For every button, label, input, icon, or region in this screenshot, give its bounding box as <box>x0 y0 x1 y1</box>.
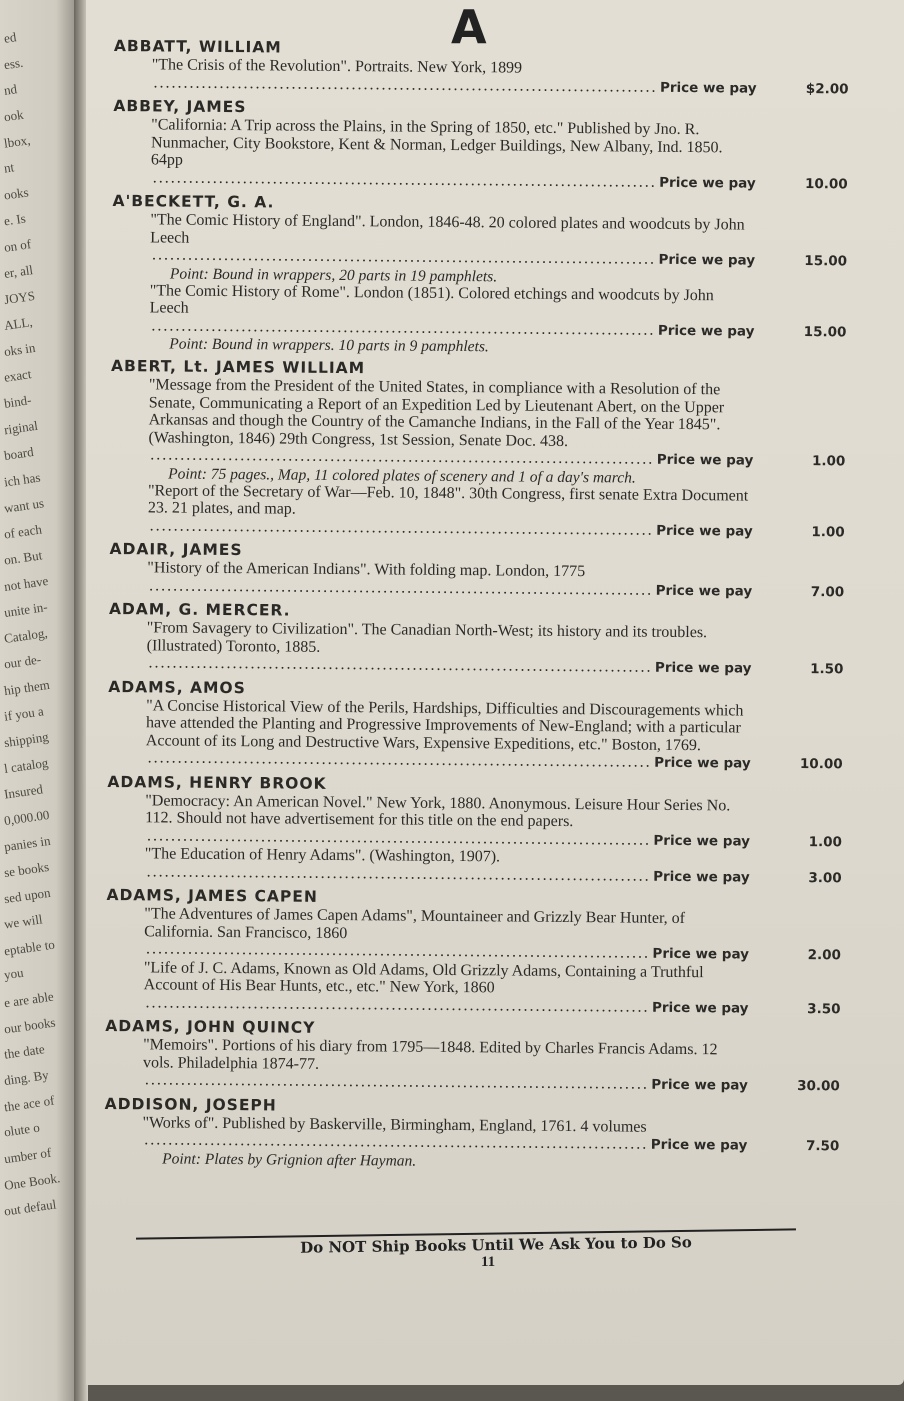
price-value: 30.00 <box>797 1078 840 1095</box>
catalog-entry <box>113 37 848 98</box>
facing-page-text: riginal <box>3 417 39 438</box>
price-value: 10.00 <box>799 756 843 773</box>
author-name: A'BECKETT, G. A. <box>112 191 275 212</box>
catalog-entry <box>105 1017 841 1096</box>
facing-page-text: we will <box>3 911 44 932</box>
book-description: "Democracy: An American Novel." New York, 1880. Anonymous. Leisure Hour Series No. 112. Should not have advertisement for this title on the end papers. <box>145 791 731 831</box>
facing-page-text: if you a <box>3 703 45 724</box>
price-value: 7.50 <box>805 1138 840 1155</box>
price-label: Price we pay <box>654 659 752 677</box>
price-label: Price we pay <box>657 322 755 340</box>
book-listing <box>107 845 842 887</box>
price-value: $2.00 <box>805 80 849 97</box>
book-listing <box>113 116 849 193</box>
book-description: "The Education of Henry Adams". (Washington, 1907). <box>144 845 501 866</box>
facing-page-text: Catalog, <box>3 625 49 646</box>
book-listing <box>105 958 840 1018</box>
price-value: 10.00 <box>804 175 848 192</box>
price-value: 1.00 <box>811 453 846 470</box>
facing-page-text: panies in <box>3 832 52 855</box>
price-label: Price we pay <box>651 1076 748 1094</box>
book-listing <box>106 905 841 965</box>
book-listing <box>109 559 844 601</box>
price-label: Price we pay <box>659 79 757 97</box>
page-number: 11 <box>481 1254 496 1270</box>
author-name: ADAM, G. MERCER. <box>108 599 291 620</box>
facing-page-text: JOYS <box>3 287 36 308</box>
price-value: 3.00 <box>808 869 842 886</box>
facing-page-text: on of <box>3 236 32 255</box>
facing-page-text: Insured <box>3 781 44 802</box>
facing-page-text: 0,000.00 <box>3 806 51 829</box>
leader-dots <box>148 654 653 676</box>
price-value: 1.50 <box>810 661 844 678</box>
facing-page-text: sed upon <box>3 884 52 907</box>
catalog-entry <box>107 772 843 887</box>
author-name: ADAMS, AMOS <box>108 677 246 697</box>
facing-page-text: ooks <box>3 184 30 203</box>
price-label: Price we pay <box>653 868 750 886</box>
facing-page-text: not have <box>3 572 50 595</box>
facing-page-text: e are able <box>3 988 55 1011</box>
book-description: "History of the American Indians". With folding map. London, 1775 <box>147 559 586 581</box>
book-listing <box>108 696 844 773</box>
book-listing <box>110 376 846 471</box>
facing-page-text: e. Is <box>2 210 27 229</box>
book-description: "Works of". Published by Baskerville, Birmingham, England, 1761. 4 volumes <box>142 1113 647 1136</box>
facing-page-text: out defaul <box>3 1196 58 1219</box>
book-listing <box>113 56 848 98</box>
price-value: 15.00 <box>803 323 847 340</box>
author-name: ABBEY, JAMES <box>113 96 247 117</box>
facing-page-text: nt <box>2 159 16 176</box>
leader-dots <box>153 169 658 191</box>
price-value: 1.00 <box>811 523 845 540</box>
catalog-entry <box>110 357 847 541</box>
price-label: Price we pay <box>659 174 756 192</box>
facing-page-text: you <box>2 964 25 983</box>
facing-page-text: olute o <box>3 1119 41 1140</box>
facing-page-text: our books <box>3 1014 57 1037</box>
price-label: Price we pay <box>652 945 750 963</box>
facing-page-text: board <box>3 444 35 463</box>
leader-dots <box>145 1071 650 1093</box>
price-label: Price we pay <box>651 999 749 1017</box>
catalog-entry <box>105 886 841 1018</box>
leader-dots <box>154 74 659 96</box>
book-description: "The Comic History of Rome". London (1851). Colored etchings and woodcuts by John Leech <box>149 281 714 317</box>
facing-page-text: nd <box>2 81 18 98</box>
facing-page-text: ich has <box>3 469 42 490</box>
book-description: "Life of J. C. Adams, Known as Old Adams, Old Grizzly Adams, Containing a Truthful Account of His Bear Hunts, etc., etc." New York, 1860 <box>143 958 704 997</box>
catalog-entry <box>109 540 844 601</box>
leader-dots <box>150 517 655 539</box>
author-name: ABBATT, WILLIAM <box>113 36 282 57</box>
facing-page-text: ess. <box>2 54 25 73</box>
book-listing <box>112 211 847 271</box>
facing-page-text: bind- <box>3 392 33 411</box>
facing-page-text: ed <box>2 29 18 46</box>
catalog-entry <box>104 1094 840 1172</box>
facing-page-text: er, all <box>3 262 34 281</box>
price-label: Price we pay <box>658 251 756 269</box>
book-description: "Report of the Secretary of War—Feb. 10, 1848". 30th Congress, first senate Extra Document 23. 21 plates, and map. <box>147 481 749 518</box>
facing-page-text: the ace of <box>3 1092 56 1115</box>
book-listing <box>110 481 845 541</box>
facing-page-text: of each <box>3 521 43 542</box>
leader-dots <box>151 317 656 339</box>
book-listing <box>105 1036 840 1096</box>
facing-page-text: hip them <box>3 676 51 699</box>
entry-list <box>104 34 849 1178</box>
price-label: Price we pay <box>654 754 751 772</box>
facing-page-text: the date <box>3 1041 46 1062</box>
price-label: Price we pay <box>656 451 754 469</box>
book-description: "A Concise Historical View of the Perils, Hardships, Difficulties and Discouragements which have attended the Planting and Progressive Improvements of New-England; with a particular Account of its Long and Destructive Wars, Expensive Expeditions, etc." Boston, 1769. <box>145 696 744 754</box>
facing-page-text: oks in <box>3 339 37 360</box>
book-description: "Message from the President of the United States, in compliance with a Resolution of the Senate, Communicating a Report of an Expedition Led by Lieutenant Abert, on the Upper Arkansas and though the Country of the Camanche Indians, in the Fall of the Year 1845". (Washington, 1846) 29th Congress, 1st Session, Senate Doc. 438. <box>148 376 725 450</box>
book-listing <box>107 791 842 851</box>
facing-page-text: l catalog <box>3 754 50 777</box>
catalog-entry <box>111 192 847 358</box>
facing-page-text: eptable to <box>3 936 56 959</box>
book-description: "The Comic History of England". London, 1846-48. 20 colored plates and woodcuts by John Leech <box>150 211 745 247</box>
leader-dots <box>150 446 655 468</box>
price-value: 1.00 <box>808 833 843 850</box>
facing-page <box>0 0 80 1401</box>
book-description: "The Crisis of the Revolution". Portraits. New York, 1899 <box>151 56 523 77</box>
leader-dots <box>147 863 652 885</box>
book-description: "California: A Trip across the Plains, in the Spring of 1850, etc." Published by Jno. R. Nunmacher, City Bookstore, Kent & Norman, Ledger Buildings, New Albany, Ind. 1850. 64pp <box>150 116 723 169</box>
catalog-entry <box>113 97 849 193</box>
footer-notice: Do NOT Ship Books Until We Ask You to Do So <box>300 1233 692 1257</box>
section-letter: A <box>451 0 487 54</box>
facing-page-text: on. But <box>3 547 44 568</box>
book-listing <box>108 619 843 679</box>
price-value: 15.00 <box>804 253 848 270</box>
facing-page-text: shipping <box>3 728 50 751</box>
leader-dots <box>144 1131 649 1153</box>
price-label: Price we pay <box>655 582 753 600</box>
leader-dots <box>148 749 653 771</box>
point-note: Point: Plates by Grignion after Hayman. <box>162 1149 417 1170</box>
catalog-page <box>86 0 904 1385</box>
facing-page-text: ding. By <box>3 1066 50 1089</box>
price-label: Price we pay <box>653 832 751 850</box>
book-description: "The Adventures of James Capen Adams", Mountaineer and Grizzly Bear Hunter, of California. San Francisco, 1860 <box>144 905 686 942</box>
price-value: 3.50 <box>807 1000 841 1017</box>
facing-page-text: ALL, <box>3 314 34 333</box>
leader-dots <box>152 246 657 268</box>
author-name: ABERT, Lt. JAMES WILLIAM <box>111 356 366 378</box>
facing-page-text: unite in- <box>3 599 49 620</box>
book-description: "From Savagery to Civilization". The Canadian North-West; its history and its troubles. (Illustrated) Toronto, 1885. <box>146 619 708 656</box>
point-note: Point: Bound in wrappers. 10 parts in 9 pamphlets. <box>169 335 489 356</box>
facing-page-text: our de- <box>3 651 42 672</box>
book-listing <box>104 1113 839 1155</box>
point-note: Point: Bound in wrappers, 20 parts in 19 pamphlets. <box>169 264 498 285</box>
leader-dots <box>145 994 650 1016</box>
book-listing <box>111 281 846 341</box>
price-value: 7.00 <box>810 583 845 600</box>
leader-dots <box>149 577 654 599</box>
point-note: Point: 75 pages., Map, 11 colored plates of scenery and 1 of a day's march. <box>168 464 636 487</box>
facing-page-text: umber of <box>3 1144 53 1167</box>
author-name: ADAMS, JOHN QUINCY <box>105 1016 316 1037</box>
facing-page-text: One Book. <box>3 1170 62 1193</box>
book-description: "Memoirs". Portions of his diary from 1795—1848. Edited by Charles Francis Adams. 12 vols. Philadelphia 1874-77. <box>142 1036 718 1073</box>
price-value: 2.00 <box>807 947 842 964</box>
facing-page-text: lbox, <box>3 132 32 151</box>
facing-page-text: exact <box>3 366 33 385</box>
author-name: ADAIR, JAMES <box>109 539 243 560</box>
author-name: ADAMS, HENRY BROOK <box>107 772 327 793</box>
author-name: ADDISON, JOSEPH <box>104 1094 277 1114</box>
catalog-entry <box>108 677 844 773</box>
facing-page-text: se books <box>3 858 50 881</box>
author-name: ADAMS, JAMES CAPEN <box>106 885 318 906</box>
facing-page-text: want us <box>3 495 45 516</box>
price-label: Price we pay <box>650 1136 748 1154</box>
price-label: Price we pay <box>656 522 753 540</box>
catalog-entry <box>108 600 844 679</box>
facing-page-text: ook <box>2 106 25 125</box>
